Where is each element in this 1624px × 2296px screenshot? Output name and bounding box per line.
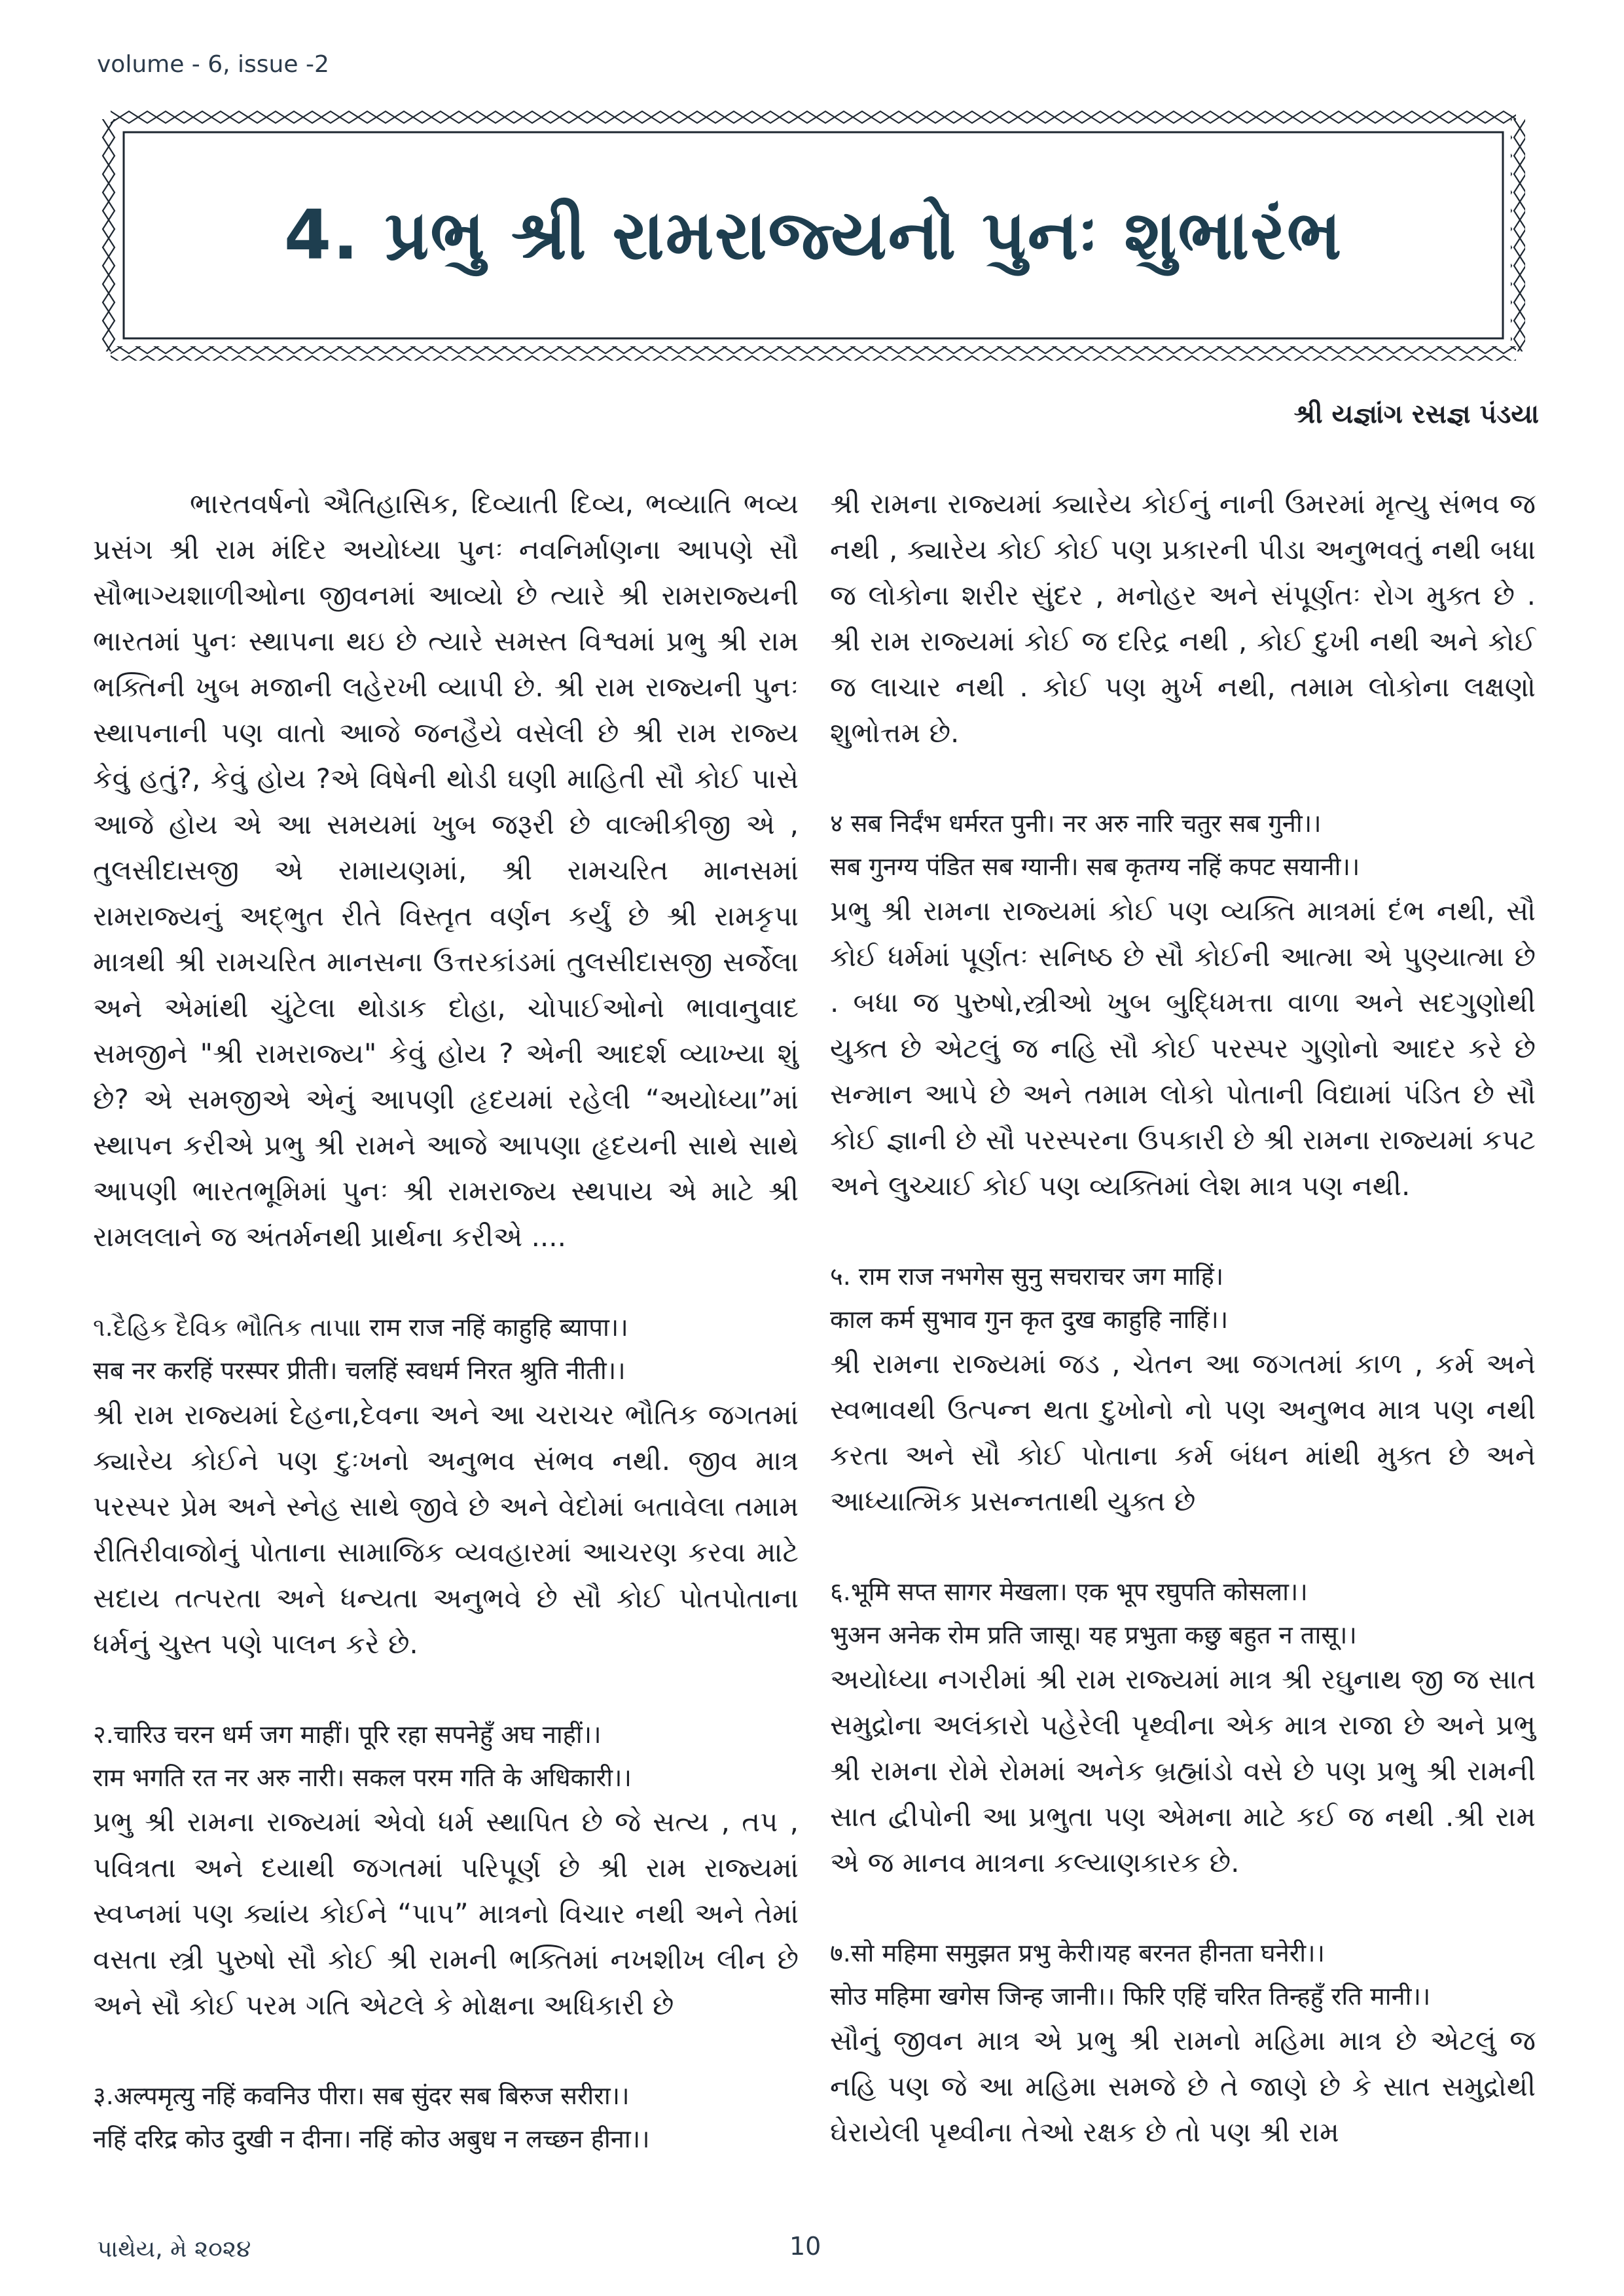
verse-5-line-1: ५. राम राज नभगेस सुनु सचराचर जग माहिं। xyxy=(830,1262,1224,1291)
verse-7-explanation: સૌનું જીવન માત્ર એ પ્રભુ શ્રી રામનો મહિમા માત્ર છે એટલું જ નહિ પણ જે આ મહિમા સમજે છે તે જાણે છે કે સાત સમુદ્રોથી ઘેરાયેલી પૃથ્વીના તેઓ રક્ષક છે તો પણ શ્રી રામ xyxy=(830,2024,1536,2148)
title-frame xyxy=(101,110,1525,361)
verse-1-explanation: શ્રી રામ રાજ્યમાં દેહના,દેવના અને આ ચરાચર ભૌતિક જગતમાં ક્યારેય કોઈને પણ દુઃખનો અનુભવ સંભવ નથી. જીવ માત્ર પરસ્પર પ્રેમ અને સ્નેહ સાથે જીવે છે અને વેદોમાં બતાવેલા તમામ રીતિરીવાજોનું પોતાના સામાજિક વ્યવહારમાં આચરણ કરવા માટે સદાય તત્પરતા અને ધન્યતા અનુભવે છે સૌ કોઈ પોતપોતાના ધર્મનું ચુસ્ત પણે પાલન કરે છે. xyxy=(93,1399,799,1660)
verse-3-line-2: नहिं दरिद्र कोउ दुखी न दीना। नहिं कोउ अबुध न लच्छन हीना।। xyxy=(93,2125,650,2153)
volume-issue-label: volume - 6, issue -2 xyxy=(97,51,329,78)
verse-3-explanation: શ્રી રામના રાજ્યમાં ક્યારેય કોઈનું નાની ઉમરમાં મૃત્યુ સંભવ જ નથી , ક્યારેય કોઈ કોઈ પણ પ્રકારની પીડા અનુભવતું નથી બધા જ લોકોના શરીર સુંદર , મનોહર અને સંપૂર્ણતઃ રોગ મુક્ત છે . શ્રી રામ રાજ્યમાં કોઈ જ દરિદ્ર નથી , કોઈ દુખી નથી અને કોઈ જ લાચાર નથી . કોઈ પણ મુર્ખ નથી, તમામ લોકોના લક્ષણો શુભોત્તમ છે. xyxy=(830,488,1536,749)
verse-4-explanation: પ્રભુ શ્રી રામના રાજ્યમાં કોઈ પણ વ્યક્તિ માત્રમાં દંભ નથી, સૌ કોઈ ધર્મમાં પૂર્ણતઃ સનિષ્ઠ છે સૌ કોઈની આત્મા એ પુણ્યાત્મા છે . બધા જ પુરુષો,સ્ત્રીઓ ખુબ બુદ્ધિમત્તા વાળા અને સદગુણોથી યુક્ત છે એટલું જ નહિ સૌ કોઈ પરસ્પર ગુણોનો આદર કરે છે સન્માન આપે છે અને તમામ લોકો પોતાની વિદ્યામાં પંડિત છે સૌ કોઈ જ્ઞાની છે સૌ પરસ્પરના ઉપકારી છે શ્રી રામના રાજ્યમાં કપટ અને લુચ્ચાઈ કોઈ પણ વ્યક્તિમાં લેશ માત્ર પણ નથી. xyxy=(830,895,1536,1202)
verse-2-line-2: राम भगति रत नर अरु नारी। सकल परम गति के अधिकारी।। xyxy=(93,1763,632,1792)
verse-6-line-2: भुअन अनेक रोम प्रति जासू। यह प्रभुता कछु बहुत न तासू।। xyxy=(830,1621,1357,1649)
footer-publication: પાથેય, મે ૨૦૨૪ xyxy=(97,2236,251,2263)
verse-1-line-1: ૧.દૈહિક દૈવિક ભૌતિક તાપા। राम राज नहिं काहुहि ब्यापा।। xyxy=(93,1313,628,1342)
verse-3-line-1: ३.अल्पमृत्यु नहिं कवनिउ पीरा। सब सुंदर सब बिरुज सरीरा।। xyxy=(93,2081,630,2110)
verse-7-line-1: ७.सो महिमा समुझत प्रभु केरी।यह बरनत हीनता घनेरी।। xyxy=(830,1939,1325,1967)
verse-2-line-1: २.चारिउ चरन धर्म जग माहीं। पूरि रहा सपनेहुँ अघ नाहीं।। xyxy=(93,1720,602,1749)
page-number: 10 xyxy=(789,2232,821,2261)
page-title: 4. પ્રભુ શ્રી રામરાજ્યનો પુનઃ શુભારંભ xyxy=(283,195,1343,275)
left-column xyxy=(93,481,799,2193)
verse-2-explanation: પ્રભુ શ્રી રામના રાજ્યમાં એવો ધર્મ સ્થાપિત છે જે સત્ય , તપ , પવિત્રતા અને દયાથી જગતમાં પરિપૂર્ણ છે શ્રી રામ રાજ્યમાં સ્વપ્નમાં પણ ક્યાંય કોઈને “પાપ” માત્રનો વિચાર નથી અને તેમાં વસતા સ્ત્રી પુરુષો સૌ કોઈ શ્રી રામની ભક્તિમાં નખશીખ લીન છે અને સૌ કોઈ પરમ ગતિ એટલે કે મોક્ષના અધિકારી છે xyxy=(93,1806,799,2021)
right-column xyxy=(830,481,1536,2193)
verse-4-line-2: सब गुनग्य पंडित सब ग्यानी। सब कृतग्य नहिं कपट सयानी।। xyxy=(830,852,1360,881)
verse-5-explanation: શ્રી રામના રાજ્યમાં જડ , ચેતન આ જગતમાં કાળ , કર્મ અને સ્વભાવથી ઉત્પન્ન થતા દુખોનો નો પણ અનુભવ માત્ર પણ નથી કરતા અને સૌ કોઈ પોતાના કર્મ બંધન માંથી મુક્ત છે અને આધ્યાત્મિક પ્રસન્નતાથી યુક્ત છે xyxy=(830,1348,1536,1517)
verse-5-line-2: काल कर्म सुभाव गुन कृत दुख काहुहि नाहिं।। xyxy=(830,1305,1229,1334)
verse-6-line-1: ६.भूमि सप्त सागर मेखला। एक भूप रघुपति कोसला।। xyxy=(830,1577,1308,1606)
verse-1-line-2: सब नर करहिं परस्पर प्रीती। चलहिं स्वधर्म निरत श्रुति नीती।। xyxy=(93,1356,626,1385)
author-byline: શ્રી યજ્ઞાંગ રસજ્ઞ પંડયા xyxy=(1293,399,1539,429)
verse-4-line-1: ४ सब निर्दंभ धर्मरत पुनी। नर अरु नारि चतुर सब गुनी।। xyxy=(830,809,1322,838)
intro-paragraph: ભારતવર્ષનો ઐતિહાસિક, દિવ્યાતી દિવ્ય, ભવ્યાતિ ભવ્ય પ્રસંગ શ્રી રામ મંદિર અયોધ્યા પુનઃ નવનિર્માણના આપણે સૌ સૌભાગ્યશાળીઓના જીવનમાં આવ્યો છે ત્યારે શ્રી રામરાજ્યની ભારતમાં પુનઃ સ્થાપના થઇ છે ત્યારે સમસ્ત વિશ્વમાં પ્રભુ શ્રી રામ ભક્તિની ખુબ મજાની લહેરખી વ્યાપી છે. શ્રી રામ રાજ્યની પુનઃ સ્થાપનાની પણ વાતો આજે જનહૈયે વસેલી છે શ્રી રામ રાજ્ય કેવું હતું?, કેવું હોય ?એ વિષેની થોડી ઘણી માહિતી સૌ કોઈ પાસે આજે હોય એ આ સમયમાં ખુબ જરૂરી છે વાલ્મીકીજી એ , તુલસીદાસજી એ રામાયણમાં, શ્રી રામચરિત માનસમાં રામરાજ્યનું અદ્ભુત રીતે વિસ્તૃત વર્ણન કર્યું છે શ્રી રામકૃપા માત્રથી શ્રી રામચરિત માનસના ઉત્તરકાંડમાં તુલસીદાસજી સર્જેલા અને એમાંથી ચુંટેલા થોડાક દોહા, ચોપાઈઓનો ભાવાનુવાદ સમજીને "શ્રી રામરાજ્ય" કેવું હોય ? એની આદર્શ વ્યાખ્યા શું છે? એ સમજીએ એનું આપણી હૃદયમાં રહેલી “અયોધ્યા”માં સ્થાપન કરીએ પ્રભુ શ્રી રામને આજે આપણા હૃદયની સાથે સાથે આપણી ભારતભૂમિમાં પુનઃ શ્રી રામરાજ્ય સ્થપાય એ માટે શ્રી રામલલાને જ અંતર્મનથી પ્રાર્થના કરીએ .... xyxy=(93,488,799,1253)
verse-6-explanation: અયોધ્યા નગરીમાં શ્રી રામ રાજ્યમાં માત્ર શ્રી રઘુનાથ જી જ સાત સમુદ્રોના અલંકારો પહેરેલી પૃથ્વીના એક માત્ર રાજા છે અને પ્રભુ શ્રી રામના રોમે રોમમાં અનેક બ્રહ્માંડો વસે છે પણ પ્રભુ શ્રી રામની સાત દ્વીપોની આ પ્રભુતા પણ એમના માટે કઈ જ નથી .શ્રી રામ એ જ માનવ માત્રના કલ્યાણકારક છે. xyxy=(830,1663,1536,1878)
verse-7-line-2: सोउ महिमा खगेस जिन्ह जानी।। फिरि एहिं चरित तिन्हहुँ रति मानी।। xyxy=(830,1982,1431,2011)
